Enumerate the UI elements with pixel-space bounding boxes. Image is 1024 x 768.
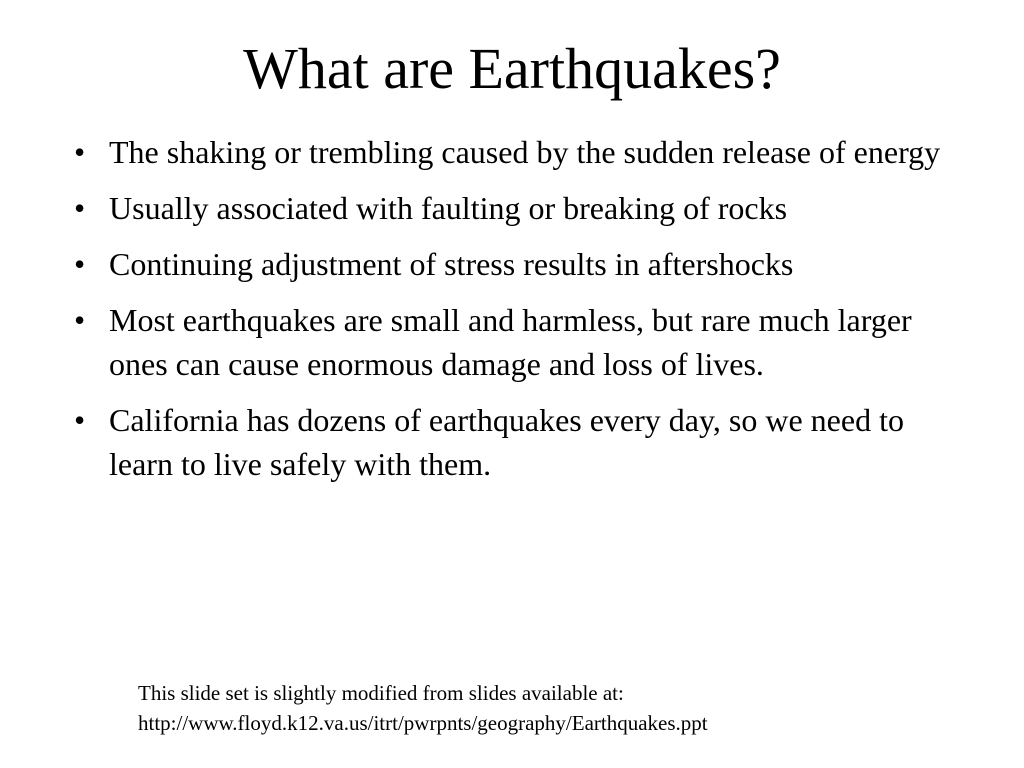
footnote-line-1: This slide set is slightly modified from slides available at: — [138, 681, 624, 705]
bullet-text: California has dozens of earthquakes every day, so we need to learn to live safely with them. — [109, 402, 904, 482]
bullet-item — [74, 298, 974, 386]
slide-title: What are Earthquakes? — [243, 36, 781, 101]
bullet-list — [74, 130, 974, 498]
bullet-text: Usually associated with faulting or breaking of rocks — [109, 190, 788, 226]
bullet-text: Most earthquakes are small and harmless, but rare much larger ones can cause enormous damage and loss of lives. — [109, 302, 912, 382]
bullet-icon: • — [74, 134, 86, 170]
bullet-item — [74, 130, 974, 174]
footnote-url: http://www.floyd.k12.va.us/itrt/pwrpnts/geography/Earthquakes.ppt — [138, 711, 708, 735]
bullet-text: The shaking or trembling caused by the sudden release of energy — [109, 134, 941, 170]
bullet-icon: • — [74, 402, 86, 438]
source-footnote — [138, 678, 918, 738]
bullet-item — [74, 398, 974, 486]
bullet-icon: • — [74, 302, 86, 338]
bullet-icon: • — [74, 190, 86, 226]
bullet-text: Continuing adjustment of stress results in aftershocks — [109, 246, 794, 282]
bullet-item — [74, 242, 974, 286]
bullet-item — [74, 186, 974, 230]
bullet-icon: • — [74, 246, 86, 282]
